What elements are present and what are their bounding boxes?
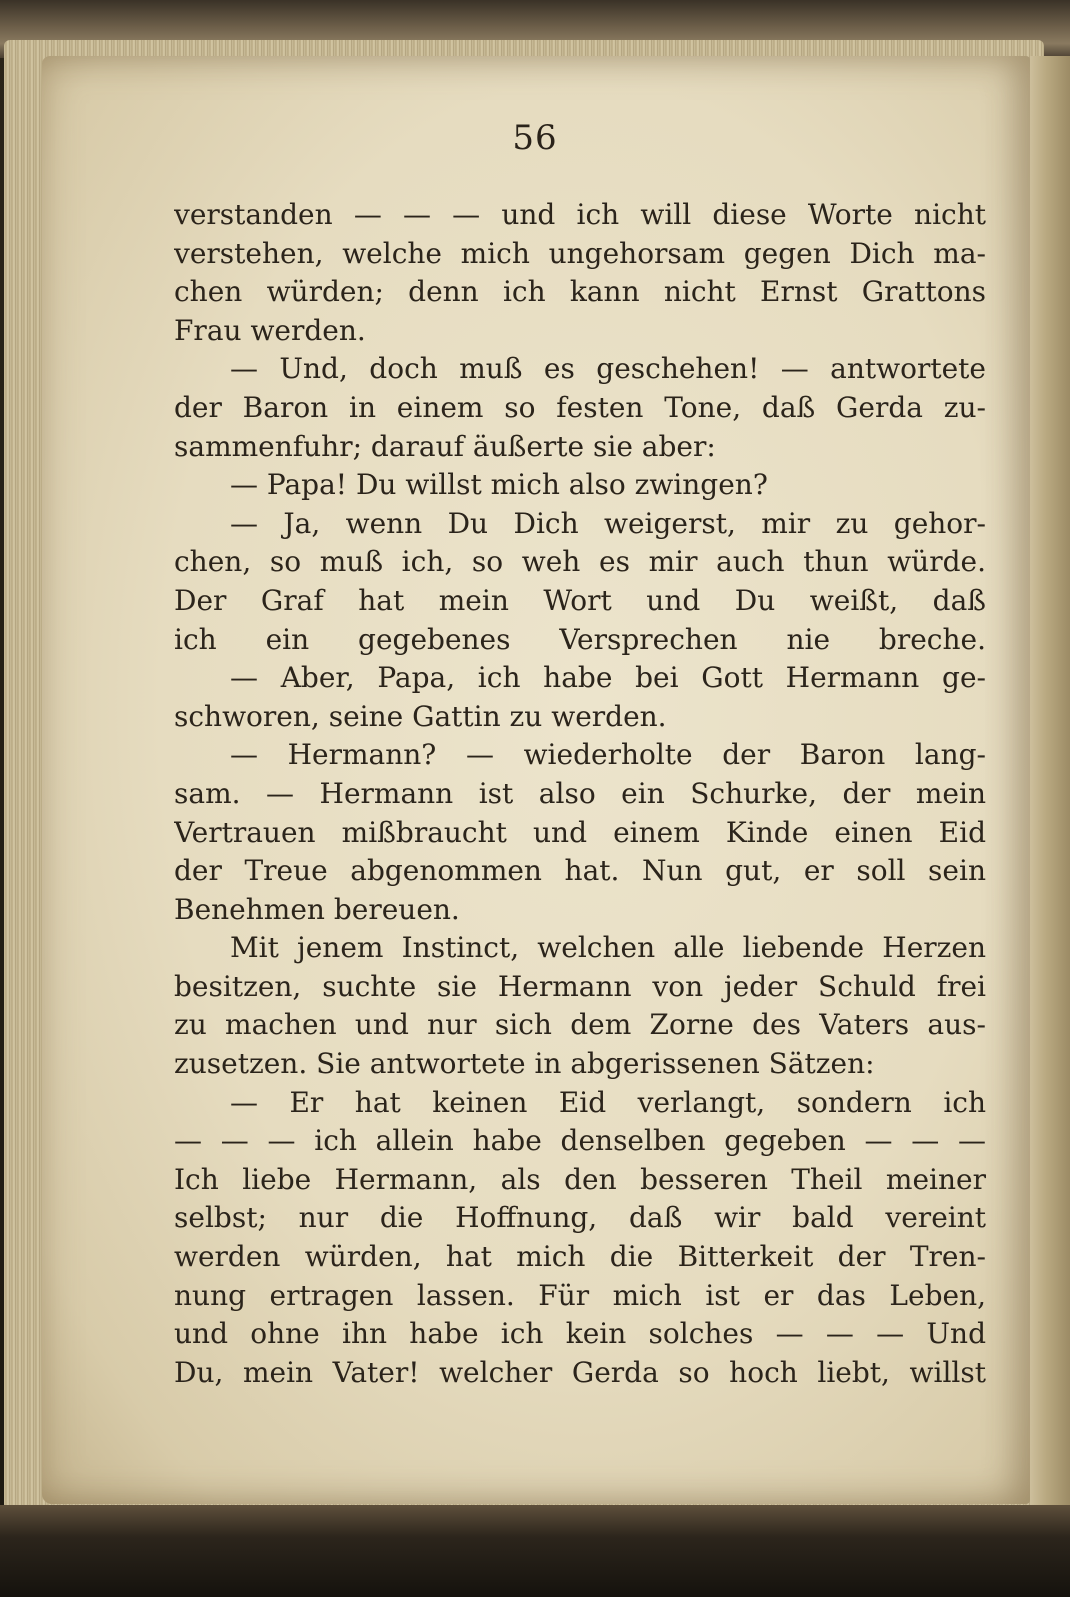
page-text [174, 196, 986, 1392]
text-line: — Aber, Papa, ich habe bei Gott Hermann ge- [230, 661, 986, 695]
text-line: — Papa! Du willst mich also zwingen? [230, 468, 768, 502]
text-line: chen, so muß ich, so weh es mir auch thun würde. [174, 545, 986, 579]
text-line: Frau werden. [174, 313, 366, 347]
book-cover-bottom [0, 1505, 1070, 1597]
text-line: zu machen und nur sich dem Zorne des Vaters aus- [174, 1008, 986, 1042]
text-line: Ich liebe Hermann, als den besseren Theil meiner [174, 1162, 986, 1196]
text-line: besitzen, suchte sie Hermann von jeder Schuld frei [174, 969, 986, 1003]
text-line: Du, mein Vater! welcher Gerda so hoch liebt, willst [174, 1355, 986, 1389]
text-line: — Und, doch muß es geschehen! — antwortete [230, 352, 986, 386]
text-line: chen würden; denn ich kann nicht Ernst Grattons [174, 275, 986, 309]
text-line: Vertrauen mißbraucht und einem Kinde einen Eid [174, 815, 986, 849]
text-line: verstanden — — — und ich will diese Worte nicht [174, 198, 986, 231]
text-line: Benehmen bereuen. [174, 892, 460, 926]
text-line: — Er hat keinen Eid verlangt, sondern ich [230, 1085, 986, 1119]
text-line: verstehen, welche mich ungehorsam gegen Dich ma- [174, 236, 986, 270]
text-line: — — — ich allein habe denselben gegeben — — — [174, 1124, 986, 1158]
page-number: 56 [512, 118, 558, 158]
text-line: nung ertragen lassen. Für mich ist er das Leben, [174, 1278, 986, 1312]
text-line: werden würden, hat mich die Bitterkeit der Tren- [174, 1240, 986, 1274]
text-line: der Baron in einem so festen Tone, daß Gerda zu- [174, 390, 986, 424]
text-line: Mit jenem Instinct, welchen alle liebende Herzen [230, 931, 986, 965]
text-line: selbst; nur die Hoffnung, daß wir bald vereint [174, 1201, 986, 1235]
text-line: zusetzen. Sie antwortete in abgerissenen Sätzen: [174, 1047, 875, 1081]
text-line: — Ja, wenn Du Dich weigerst, mir zu gehor- [230, 506, 986, 540]
text-line: sam. — Hermann ist also ein Schurke, der mein [174, 776, 986, 810]
text-line: Der Graf hat mein Wort und Du weißt, daß [174, 583, 986, 617]
right-page-edge [1030, 56, 1070, 1506]
text-line: der Treue abgenommen hat. Nun gut, er soll sein [174, 854, 986, 888]
text-line: ich ein gegebenes Versprechen nie breche. [174, 622, 986, 656]
text-line: schworen, seine Gattin zu werden. [174, 699, 667, 733]
text-line: und ohne ihn habe ich kein solches — — — Und [174, 1317, 986, 1351]
text-line: sammenfuhr; darauf äußerte sie aber: [174, 429, 716, 463]
text-line: — Hermann? — wiederholte der Baron lang- [230, 738, 986, 772]
